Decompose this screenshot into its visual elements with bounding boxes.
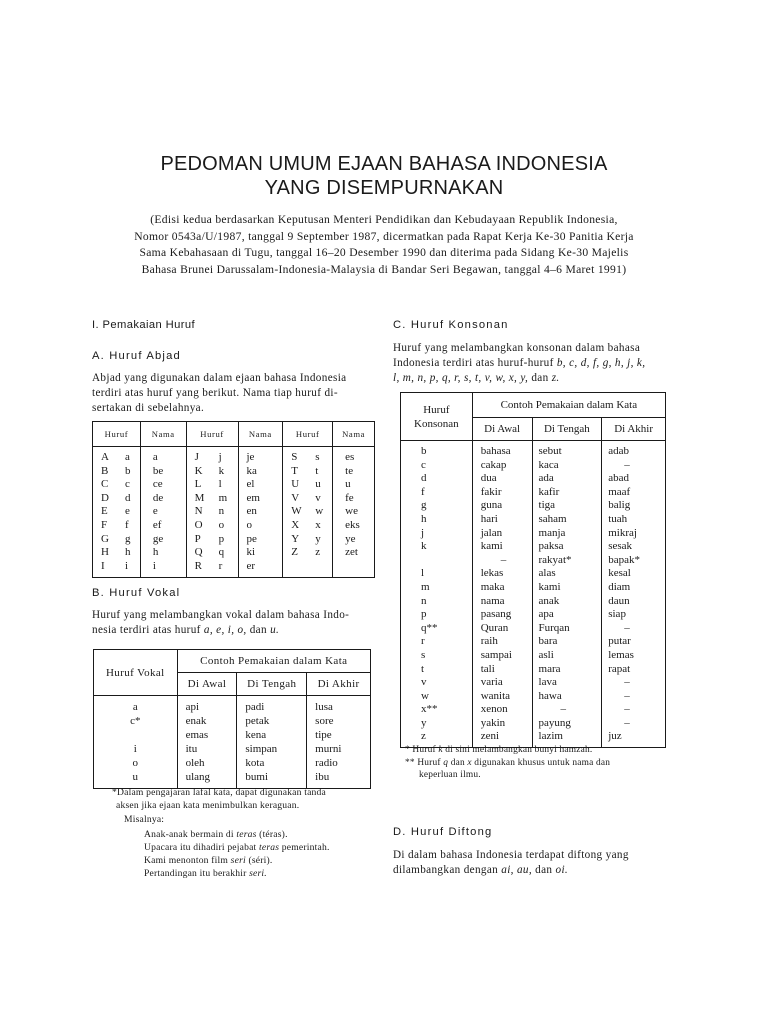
lowercase-letter: a: [125, 451, 130, 463]
lowercase-letter: i: [125, 559, 129, 572]
example-word: kami: [538, 580, 561, 593]
example-word: cakap: [480, 458, 507, 471]
uppercase-letter: I: [101, 559, 105, 572]
consonant-awal-column: [472, 441, 532, 748]
letter-name: ef: [152, 518, 162, 531]
example-word: yakin: [480, 716, 506, 729]
letter-name: es: [345, 451, 355, 463]
consonant-letter: d: [421, 472, 427, 485]
example-word: maka: [480, 580, 505, 593]
letter-name: fe: [345, 491, 354, 504]
paragraph-line: Abjad yang digunakan dalam ejaan bahasa Indonesia: [92, 372, 347, 384]
example-word: kena: [245, 729, 267, 741]
header-nama: Nama: [140, 422, 186, 447]
example-word: enak: [185, 715, 207, 727]
letter-name: el: [246, 478, 255, 491]
consonant-akhir-column: [602, 441, 666, 748]
header-nama: Nama: [333, 422, 375, 447]
example-word: asli: [538, 648, 554, 661]
lowercase-letter: z: [315, 546, 321, 559]
example-word: hawa: [538, 689, 562, 702]
uppercase-letter: Z: [291, 546, 298, 559]
lowercase-letter: o: [218, 518, 225, 531]
consonant-letter: g: [421, 499, 427, 512]
paragraph-line: sertakan di sebelahnya.: [92, 402, 205, 414]
lowercase-letter: w: [315, 505, 324, 518]
letter-pair: [291, 478, 331, 492]
consonant-letter: w: [421, 689, 429, 702]
uppercase-letter: Y: [291, 532, 300, 545]
letter-name: em: [246, 491, 260, 504]
uppercase-letter: W: [291, 505, 302, 518]
edition-line: Bahasa Brunei Darussalam-Indonesia-Malaysia di Bandar Seri Begawan, tanggal 4–6 Maret 1991): [141, 262, 627, 276]
example-word: kesal: [608, 567, 631, 580]
note-line: ** Huruf q dan x digunakan khusus untuk nama dan: [405, 757, 611, 768]
uppercase-letter: Q: [194, 546, 203, 559]
header-huruf-konsonan: [401, 393, 473, 441]
example-word: paksa: [538, 540, 564, 553]
vowel-letter: u: [132, 771, 139, 783]
uppercase-letter: K: [194, 464, 203, 477]
example-word: ada: [538, 472, 554, 485]
header-huruf: Huruf: [283, 422, 333, 447]
consonant-letter: n: [421, 594, 427, 607]
lowercase-letter: s: [315, 451, 320, 463]
example-word: anak: [538, 594, 560, 607]
example-word: balig: [608, 499, 631, 512]
example-word: –: [624, 689, 630, 702]
example-word: mara: [538, 662, 561, 675]
consonant-letter: x**: [421, 703, 438, 716]
example-word: sore: [315, 715, 334, 727]
letter-name: ki: [246, 546, 256, 559]
diftong-section: [393, 825, 675, 878]
lowercase-letter: b: [125, 464, 131, 477]
subsection-heading-abjad: A. Huruf Abjad: [92, 350, 181, 362]
consonant-letter: l: [421, 567, 425, 580]
edition-line: Nomor 0543a/U/1987, tanggal 9 September 1987, dicermatkan pada Rapat Kerja Ke-30 Panitia Kerja: [134, 229, 634, 243]
vowel-tengah-column: [237, 696, 307, 789]
header-contoh: Contoh Pemakaian dalam Kata: [472, 393, 665, 418]
lowercase-letter: c: [125, 478, 130, 491]
example-sentence: Kami menonton film seri (séri).: [144, 855, 273, 866]
consonant-letter: j: [421, 526, 425, 539]
letter-pair: [101, 560, 139, 574]
letter-name: zet: [345, 546, 358, 559]
consonant-letter: m: [421, 580, 430, 593]
name-cell: [140, 447, 186, 578]
name-cell: [333, 447, 375, 578]
lowercase-letter: d: [125, 491, 131, 504]
consonant-letter: h: [421, 512, 427, 525]
uppercase-letter: H: [101, 546, 109, 559]
letter-name: ka: [246, 464, 257, 477]
uppercase-letter: D: [101, 491, 109, 504]
letter-name: i: [152, 559, 156, 572]
letter-name: pe: [246, 532, 257, 545]
uppercase-letter: B: [101, 464, 109, 477]
consonant-tengah-column: [532, 441, 602, 748]
example-word: Quran: [480, 621, 509, 634]
example-word: kota: [245, 757, 265, 769]
example-word: hari: [480, 512, 498, 525]
lowercase-letter: e: [125, 505, 130, 518]
letter-pair: [195, 560, 237, 574]
example-word: api: [185, 701, 200, 713]
abjad-paragraph: [92, 371, 382, 416]
example-word: –: [500, 553, 507, 566]
consonant-letter: y: [421, 716, 427, 729]
lowercase-letter: f: [125, 518, 129, 531]
letter-pair: [291, 505, 331, 519]
example-word: bara: [538, 635, 558, 648]
example-word: Furqan: [538, 621, 570, 634]
lowercase-letter: x: [315, 518, 321, 531]
example-word: adab: [608, 445, 629, 457]
title-line-1: PEDOMAN UMUM EJAAN BAHASA INDONESIA: [160, 153, 608, 175]
letter-pair: [195, 478, 237, 492]
header-huruf: Huruf: [186, 422, 238, 447]
consonant-letter: z: [421, 730, 426, 743]
uppercase-letter: V: [291, 491, 300, 504]
lowercase-letter: q: [218, 546, 225, 559]
example-word: lusa: [315, 701, 333, 713]
example-word: padi: [245, 701, 265, 713]
vowel-letter-column: [94, 696, 178, 789]
edition-note: [96, 212, 672, 278]
header-di-awal: Di Awal: [472, 418, 532, 441]
vokal-section: [92, 586, 382, 638]
example-word: fakir: [480, 485, 502, 498]
uppercase-letter: L: [194, 478, 202, 491]
uppercase-letter: N: [194, 505, 203, 518]
letter-name: we: [345, 505, 358, 518]
uppercase-letter: S: [291, 451, 298, 463]
uppercase-letter: O: [194, 518, 203, 531]
paragraph-line: nesia terdiri atas huruf a, e, i, o, dan u.: [92, 624, 280, 636]
uppercase-letter: E: [101, 505, 108, 518]
consonant-notes: [405, 744, 675, 782]
header-di-akhir: Di Akhir: [602, 418, 666, 441]
vowel-letter: [95, 728, 176, 742]
example-word: tali: [480, 662, 495, 675]
letter-pair: [291, 519, 331, 533]
left-column: [92, 318, 382, 416]
vowel-letter: c*: [130, 715, 141, 727]
example-word: diam: [608, 580, 631, 593]
example-word: bapak*: [608, 553, 640, 566]
alphabet-body: [93, 447, 375, 578]
example-word: siap: [608, 608, 626, 621]
example-word: raih: [480, 635, 498, 648]
header-di-tengah: Di Tengah: [237, 673, 307, 696]
example-word: bumi: [245, 771, 269, 783]
header-contoh: Contoh Pemakaian dalam Kata: [177, 650, 370, 673]
letter-name: u: [345, 478, 351, 491]
example-word: sampai: [480, 648, 512, 661]
header-huruf-vokal: Huruf Vokal: [94, 650, 178, 696]
letter-pair: [195, 519, 237, 533]
vowel-letter: o: [132, 757, 139, 769]
right-column: [393, 318, 675, 386]
letter-name: a: [152, 451, 158, 463]
example-word: lava: [538, 676, 557, 689]
name-cell: [238, 447, 283, 578]
consonant-letter: [421, 554, 471, 568]
title-line-2: YANG DISEMPURNAKAN: [264, 177, 504, 199]
letter-name: ye: [345, 532, 356, 545]
letter-pair: [291, 451, 331, 465]
header-line: Huruf: [423, 403, 450, 416]
letter-name: de: [152, 491, 164, 504]
uppercase-letter: F: [101, 518, 108, 531]
lowercase-letter: p: [218, 532, 225, 545]
footnote-line: aksen jika ejaan kata menimbulkan keraguan.: [116, 800, 300, 811]
consonant-letter: f: [421, 485, 425, 498]
example-word: –: [624, 458, 630, 471]
consonant-letter: k: [421, 540, 427, 553]
lowercase-letter: u: [315, 478, 321, 491]
lowercase-letter: l: [218, 478, 222, 491]
uppercase-letter: C: [101, 478, 109, 491]
lowercase-letter: k: [218, 464, 225, 477]
example-word: daun: [608, 594, 630, 607]
example-word: lekas: [480, 567, 504, 580]
paragraph-line: dilambangkan dengan ai, au, dan oi.: [393, 864, 569, 876]
example-word: varia: [480, 676, 503, 689]
example-word: –: [624, 621, 630, 634]
example-word: tipe: [315, 729, 332, 741]
letter-pair: [101, 451, 139, 465]
consonant-table: [400, 392, 666, 748]
lowercase-letter: n: [218, 505, 225, 518]
consonant-letter: q**: [421, 621, 438, 634]
example-word: lazim: [538, 730, 563, 743]
letter-pair: [195, 533, 237, 547]
example-word: ibu: [315, 771, 330, 783]
example-word: nama: [480, 594, 505, 607]
uppercase-letter: M: [194, 491, 205, 504]
example-word: tiga: [538, 499, 556, 512]
consonant-letter: s: [421, 648, 426, 661]
letter-name: ce: [152, 478, 163, 491]
section-heading: I. Pemakaian Huruf: [92, 319, 195, 331]
example-word: rapat: [608, 662, 631, 675]
example-word: xenon: [480, 703, 508, 716]
example-word: sesak: [608, 540, 633, 553]
consonant-letter: c: [421, 458, 426, 471]
example-word: –: [624, 676, 630, 689]
consonant-letter: v: [421, 676, 427, 689]
example-sentence: Pertandingan itu berakhir seri.: [144, 868, 267, 879]
paragraph-line: Indonesia terdiri atas huruf-huruf b, c, d, f, g, h, j, k,: [393, 357, 646, 369]
letter-pair: [291, 533, 331, 547]
example-sentence: Anak-anak bermain di teras (téras).: [144, 829, 288, 840]
diftong-paragraph: [393, 848, 675, 878]
edition-line: (Edisi kedua berdasarkan Keputusan Menteri Pendidikan dan Kebudayaan Republik Indonesia,: [150, 213, 618, 226]
header-di-tengah: Di Tengah: [532, 418, 602, 441]
example-sentence: Upacara itu dihadiri pejabat teras pemerintah.: [144, 842, 330, 853]
vowel-letter: a: [132, 701, 138, 713]
letter-name: je: [246, 451, 255, 463]
example-word: maaf: [608, 485, 631, 498]
letter-pair: [101, 533, 139, 547]
subsection-heading-konsonan: C. Huruf Konsonan: [393, 319, 509, 331]
uppercase-letter: A: [101, 451, 109, 463]
example-word: petak: [245, 715, 270, 727]
subsection-heading-diftong: D. Huruf Diftong: [393, 826, 493, 838]
example-word: –: [624, 716, 630, 729]
lowercase-letter: v: [315, 491, 321, 504]
header-nama: Nama: [238, 422, 283, 447]
example-word: kaca: [538, 458, 559, 471]
letter-name: te: [345, 464, 354, 477]
letter-pair: [101, 546, 139, 560]
header-huruf: Huruf: [93, 422, 141, 447]
letter-pair: [195, 465, 237, 479]
uppercase-letter: T: [291, 464, 298, 477]
letter-name: eks: [345, 518, 360, 531]
example-word: murni: [315, 743, 342, 755]
lowercase-letter: y: [315, 532, 321, 545]
example-word: apa: [538, 608, 554, 621]
consonant-letter: b: [421, 445, 427, 457]
example-word: jalan: [480, 526, 503, 539]
example-word: ulang: [185, 771, 211, 783]
paragraph-line: Di dalam bahasa Indonesia terdapat diftong yang: [393, 849, 629, 861]
consonant-letter: p: [421, 608, 427, 621]
example-word: payung: [538, 716, 571, 729]
example-list: [112, 828, 382, 880]
letter-name: er: [246, 559, 256, 572]
vowel-footnote: [112, 786, 382, 880]
consonant-letter-column: [401, 441, 473, 748]
uppercase-letter: P: [194, 532, 201, 545]
vowel-awal-column: [177, 696, 237, 789]
example-word: putar: [608, 635, 631, 648]
example-word: abad: [608, 472, 629, 485]
note-line: * Huruf k di sini melambangkan bunyi hamzah.: [405, 745, 593, 755]
letter-pair: [195, 505, 237, 519]
lowercase-letter: r: [218, 559, 223, 572]
example-word: bahasa: [480, 445, 511, 457]
uppercase-letter: U: [291, 478, 300, 491]
letter-pair: [101, 519, 139, 533]
letter-name: be: [152, 464, 164, 477]
lowercase-letter: h: [125, 546, 131, 559]
note-line: keperluan ilmu.: [419, 770, 481, 781]
lowercase-letter: j: [218, 451, 222, 463]
example-word: zeni: [480, 730, 500, 743]
letter-pair: [101, 492, 139, 506]
header-di-akhir: Di Akhir: [307, 673, 371, 696]
example-word: saham: [538, 512, 567, 525]
letter-pair: [195, 451, 237, 465]
example-word: wanita: [480, 689, 511, 702]
letter-name: ge: [152, 532, 164, 545]
header-di-awal: Di Awal: [177, 673, 237, 696]
letter-name: en: [246, 505, 257, 518]
letter-pair: [291, 546, 331, 560]
vowel-letter: i: [133, 743, 137, 755]
example-word: oleh: [185, 757, 205, 769]
example-word: radio: [315, 757, 338, 769]
example-word: rakyat*: [538, 553, 572, 566]
letter-pair-cell: [186, 447, 238, 578]
uppercase-letter: G: [101, 532, 109, 545]
letter-pair: [195, 546, 237, 560]
example-word: dua: [480, 472, 497, 485]
example-word: kafir: [538, 485, 560, 498]
example-word: –: [560, 703, 567, 716]
example-word: alas: [538, 567, 556, 580]
example-label: Misalnya:: [124, 814, 165, 825]
example-word: tuah: [608, 512, 628, 525]
document-title: [0, 152, 768, 200]
example-word: lemas: [608, 648, 634, 661]
letter-pair: [101, 505, 139, 519]
example-word: pasang: [480, 608, 512, 621]
example-word: guna: [480, 499, 503, 512]
lowercase-letter: g: [125, 532, 131, 545]
example-word: juz: [608, 730, 622, 743]
paragraph-line: terdiri atas huruf yang berikut. Nama tiap huruf di-: [92, 387, 338, 399]
example-word: manja: [538, 526, 566, 539]
subsection-heading-vokal: B. Huruf Vokal: [92, 587, 181, 599]
letter-pair-cell: [283, 447, 333, 578]
example-word: sebut: [538, 445, 562, 457]
example-word: kami: [480, 540, 503, 553]
vokal-paragraph: [92, 608, 382, 638]
letter-name: h: [152, 546, 159, 559]
lowercase-letter: m: [218, 491, 228, 504]
consonant-letter: t: [421, 662, 425, 675]
paragraph-line: Huruf yang melambangkan konsonan dalam bahasa: [393, 342, 641, 354]
example-word: emas: [185, 729, 209, 741]
uppercase-letter: J: [194, 451, 199, 463]
consonant-letter: r: [421, 635, 425, 648]
example-word: –: [624, 703, 630, 716]
footnote-line: *Dalam pengajaran lafal kata, dapat digunakan tanda: [112, 787, 326, 798]
letter-pair: [291, 465, 331, 479]
edition-line: Sama Kebahasaan di Tugu, tanggal 16–20 Desember 1990 dan diterima pada Sidang Ke-30 Majelis: [139, 246, 629, 260]
example-word: simpan: [245, 743, 278, 755]
uppercase-letter: X: [291, 518, 300, 531]
lowercase-letter: t: [315, 464, 319, 477]
letter-pair: [195, 492, 237, 506]
example-word: mikraj: [608, 526, 637, 539]
example-word: itu: [185, 743, 198, 755]
letter-pair: [291, 492, 331, 506]
letter-pair: [101, 478, 139, 492]
letter-name: e: [152, 505, 158, 518]
vowel-akhir-column: [307, 696, 371, 789]
uppercase-letter: R: [194, 559, 202, 572]
letter-name: o: [246, 518, 252, 531]
vowel-table: [93, 649, 371, 789]
alphabet-table: [92, 421, 375, 578]
paragraph-line: Huruf yang melambangkan vokal dalam bahasa Indo-: [92, 609, 350, 621]
header-line: Konsonan: [414, 417, 459, 430]
letter-pair-cell: [93, 447, 141, 578]
paragraph-line: l, m, n, p, q, r, s, t, v, w, x, y, dan z.: [393, 372, 560, 384]
letter-pair: [101, 465, 139, 479]
konsonan-paragraph: [393, 341, 675, 386]
